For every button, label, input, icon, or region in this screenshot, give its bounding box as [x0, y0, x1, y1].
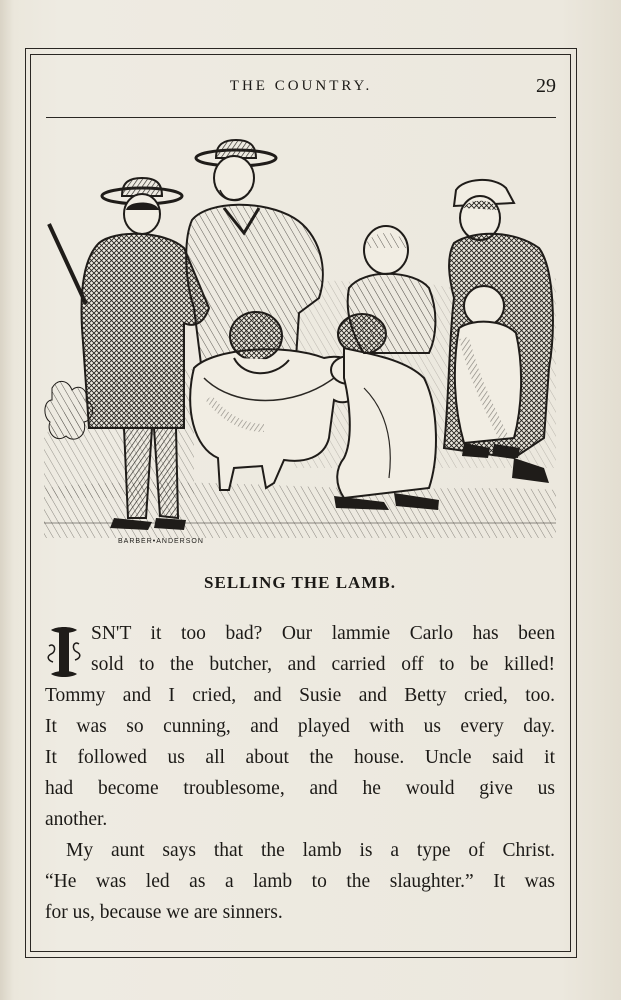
illustration-caption: SELLING THE LAMB. — [204, 573, 396, 592]
drop-cap — [45, 620, 83, 680]
paragraph2-line-1: My aunt says that the lamb is a type of Christ. — [66, 840, 555, 861]
body-text — [45, 618, 555, 928]
engraver-signature: BARBER•ANDERSON — [118, 538, 204, 545]
running-head — [46, 75, 556, 101]
paragraph1-line-3: Tommy and I cried, and Susie and Betty cried, too. — [45, 685, 555, 706]
paragraph1-line-5: It followed us all about the house. Uncle said it — [45, 747, 555, 768]
running-title: THE COUNTRY. — [229, 78, 373, 94]
paragraph2-line-2: “He was led as a lamb to the slaughter.” It was — [45, 871, 555, 892]
paragraph1-line-2: sold to the butcher, and carried off to be killed! — [91, 654, 555, 675]
page-number: 29 — [536, 75, 556, 97]
drop-cap-ornament-icon — [47, 626, 81, 678]
engraving-illustration — [44, 138, 556, 550]
header-rule — [46, 117, 556, 118]
paragraph1-line-6: had become troublesome, and he would give us — [45, 778, 555, 799]
paragraph2-line-3: for us, because we are sinners. — [45, 902, 283, 923]
paragraph1-line-7: another. — [45, 809, 108, 830]
paragraph1-line-1: SN'T it too bad? Our lammie Carlo has been — [91, 623, 555, 644]
paragraph1-line-4: It was so cunning, and played with us every day. — [45, 716, 555, 737]
